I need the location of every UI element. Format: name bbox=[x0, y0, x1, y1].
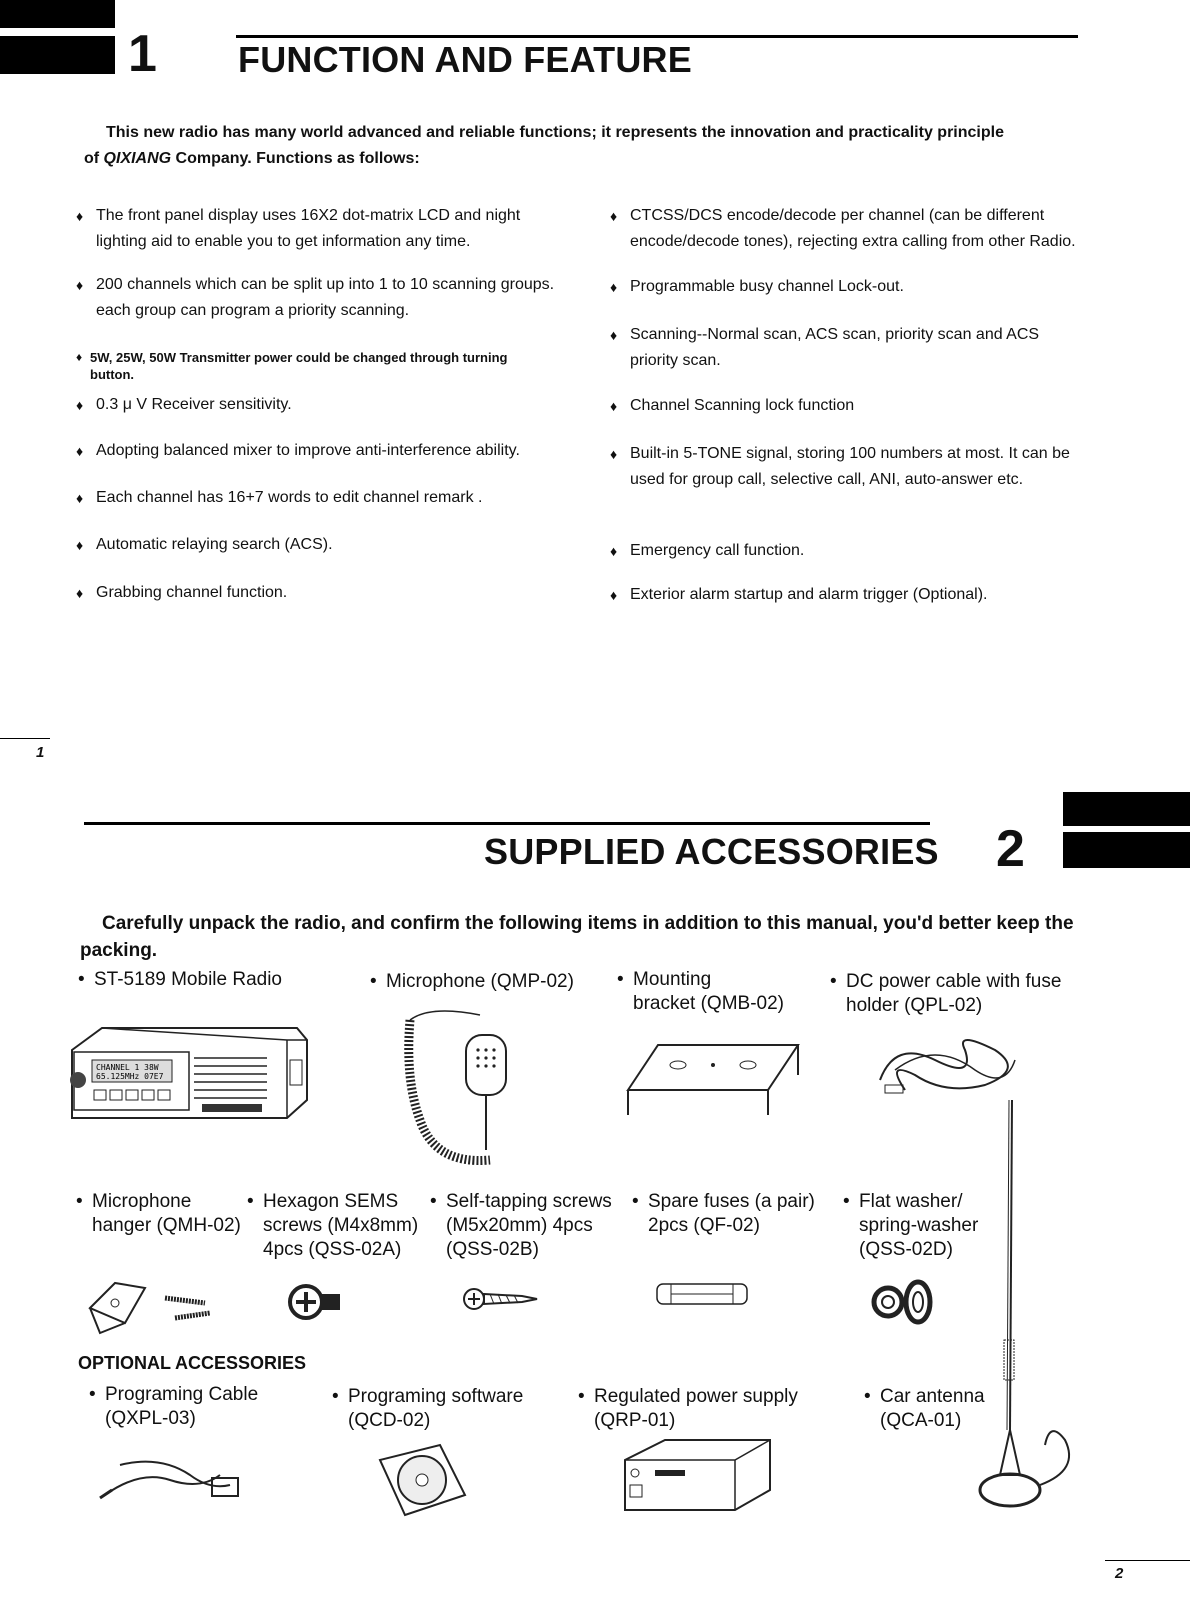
regulated-power-supply-image bbox=[615, 1435, 775, 1515]
intro-line-2 bbox=[84, 146, 1084, 172]
bullet-icon: ♦ bbox=[76, 585, 84, 601]
bullet-icon: • bbox=[430, 1191, 437, 1212]
bullet-icon: • bbox=[89, 1384, 96, 1405]
bullet-icon: • bbox=[332, 1386, 339, 1407]
optional-accessories-heading: OPTIONAL ACCESSORIES bbox=[78, 1353, 307, 1373]
feature-item: ♦ Programmable busy channel Lock-out. bbox=[610, 274, 1100, 300]
accessory-item: • Spare fuses (a pair) 2pcs (QF-02) bbox=[632, 1191, 815, 1236]
section-number: 2 bbox=[996, 820, 1025, 878]
feature-item: ♦ 5W, 25W, 50W Transmitter power could be changed through turning button. bbox=[76, 350, 508, 382]
bullet-icon: ♦ bbox=[610, 279, 618, 295]
car-antenna-image bbox=[970, 1100, 1080, 1520]
bullet-icon: ♦ bbox=[610, 543, 618, 559]
feature-item: ♦ Each channel has 16+7 words to edit channel remark . bbox=[76, 485, 566, 511]
radio-lcd-line: 65.125MHz 07E7 bbox=[96, 1072, 164, 1081]
company-name: QIXIANG bbox=[103, 150, 172, 167]
page-rule bbox=[0, 738, 50, 739]
intro-suffix: Company. Functions as follows: bbox=[171, 150, 420, 167]
bullet-icon: • bbox=[370, 971, 377, 992]
mounting-bracket-image bbox=[618, 1030, 808, 1120]
feature-item: ♦ Built-in 5-TONE signal, storing 100 numbers at most. It can be used for group call, selective call, ANI, auto-answer etc. bbox=[610, 441, 1090, 493]
accessory-item: • Programing Cable (QXPL-03) bbox=[89, 1384, 259, 1429]
bullet-icon: • bbox=[247, 1191, 254, 1212]
bullet-icon: • bbox=[578, 1386, 585, 1407]
feature-item: ♦ The front panel display uses 16X2 dot-matrix LCD and night lighting aid to enable you to get information any time. bbox=[76, 203, 566, 255]
bullet-icon: ♦ bbox=[76, 490, 84, 506]
bullet-icon: ♦ bbox=[610, 587, 618, 603]
intro-paragraph bbox=[84, 120, 1084, 172]
accessory-item: • DC power cable with fuse holder (QPL-02) bbox=[830, 971, 1062, 1016]
accessory-item: • Microphone (QMP-02) bbox=[370, 971, 574, 992]
section-title: FUNCTION AND FEATURE bbox=[238, 39, 692, 80]
bullet-icon: ♦ bbox=[610, 327, 618, 343]
feature-item: ♦ Automatic relaying search (ACS). bbox=[76, 532, 566, 558]
accessory-item: • Self-tapping screws (M5x20mm) 4pcs (QSS-02B) bbox=[430, 1191, 612, 1260]
dc-power-cable-image bbox=[875, 1030, 1025, 1100]
bullet-icon: ♦ bbox=[76, 397, 84, 413]
bullet-icon: ♦ bbox=[76, 277, 84, 293]
radio-lcd-line: CHANNEL 1 38W bbox=[96, 1063, 159, 1072]
programming-software-image bbox=[370, 1440, 470, 1520]
bullet-icon: • bbox=[76, 1191, 83, 1212]
section-number: 1 bbox=[128, 25, 157, 83]
heading-rule bbox=[236, 35, 1078, 38]
bullet-icon: ♦ bbox=[76, 537, 84, 553]
bullet-icon: • bbox=[632, 1191, 639, 1212]
section-tab-marker bbox=[0, 36, 115, 74]
bullet-icon: • bbox=[78, 969, 85, 990]
section-tab-marker bbox=[1063, 832, 1190, 868]
accessory-item: • ST-5189 Mobile Radio bbox=[78, 969, 282, 990]
microphone-image bbox=[400, 1000, 510, 1165]
page-rule bbox=[1105, 1560, 1190, 1561]
accessory-item: • Mounting bracket (QMB-02) bbox=[617, 969, 784, 1014]
feature-item: ♦ Exterior alarm startup and alarm trigger (Optional). bbox=[610, 582, 1100, 608]
bullet-icon: ♦ bbox=[76, 208, 84, 224]
accessory-item: • Hexagon SEMS screws (M4x8mm) 4pcs (QSS-02A) bbox=[247, 1191, 419, 1260]
bullet-icon: • bbox=[617, 969, 624, 990]
bullet-icon: ♦ bbox=[610, 398, 618, 414]
intro-prefix: of bbox=[84, 150, 104, 167]
spare-fuse-image bbox=[655, 1280, 750, 1308]
bullet-icon: • bbox=[864, 1386, 871, 1407]
section-tab-marker bbox=[0, 0, 115, 28]
bullet-icon: ♦ bbox=[610, 208, 618, 224]
feature-item: ♦ Adopting balanced mixer to improve anti-interference ability. bbox=[76, 438, 576, 464]
bullet-icon: ♦ bbox=[76, 443, 84, 459]
page-number: 1 bbox=[36, 744, 45, 761]
feature-item: ♦ 200 channels which can be split up into 1 to 10 scanning groups. each group can program a priority scanning. bbox=[76, 272, 566, 324]
heading-rule bbox=[84, 822, 930, 825]
feature-item: ♦ Scanning--Normal scan, ACS scan, priority scan and ACS priority scan. bbox=[610, 322, 1090, 374]
section-tab-marker bbox=[1063, 792, 1190, 826]
microphone-hanger-image bbox=[85, 1278, 225, 1338]
accessory-item: • Regulated power supply (QRP-01) bbox=[578, 1386, 798, 1431]
feature-item: ♦ Emergency call function. bbox=[610, 538, 1100, 564]
intro-paragraph: Carefully unpack the radio, and confirm the following items in addition to this manual, you'd better keep the packing. bbox=[80, 913, 1074, 961]
feature-item: ♦ Grabbing channel function. bbox=[76, 580, 566, 606]
bullet-icon: • bbox=[843, 1191, 850, 1212]
intro-line-1: This new radio has many world advanced and reliable functions; it represents the innovation and practicality principle bbox=[106, 124, 1004, 141]
feature-item: ♦ 0.3 μ V Receiver sensitivity. bbox=[76, 392, 566, 418]
bullet-icon: ♦ bbox=[76, 350, 83, 364]
accessory-item: • Flat washer/ spring-washer (QSS-02D) bbox=[843, 1191, 979, 1260]
accessory-item: • Car antenna (QCA-01) bbox=[864, 1386, 985, 1431]
feature-item: ♦ CTCSS/DCS encode/decode per channel (can be different encode/decode tones), rejecting extra calling from other Radio. bbox=[610, 203, 1100, 255]
bullet-icon: • bbox=[830, 971, 837, 992]
bullet-icon: ♦ bbox=[610, 446, 618, 462]
mobile-radio-image bbox=[62, 1020, 312, 1120]
programming-cable-image bbox=[100, 1450, 250, 1510]
accessory-item: • Microphone hanger (QMH-02) bbox=[76, 1191, 241, 1236]
page-number: 2 bbox=[1115, 1565, 1124, 1582]
feature-item: ♦ Channel Scanning lock function bbox=[610, 393, 1100, 419]
section-title: SUPPLIED ACCESSORIES bbox=[484, 831, 939, 872]
washer-image bbox=[868, 1278, 940, 1326]
hexagon-screw-image bbox=[288, 1282, 352, 1322]
self-tapping-screw-image bbox=[462, 1284, 542, 1314]
accessory-item: • Programing software (QCD-02) bbox=[332, 1386, 524, 1431]
